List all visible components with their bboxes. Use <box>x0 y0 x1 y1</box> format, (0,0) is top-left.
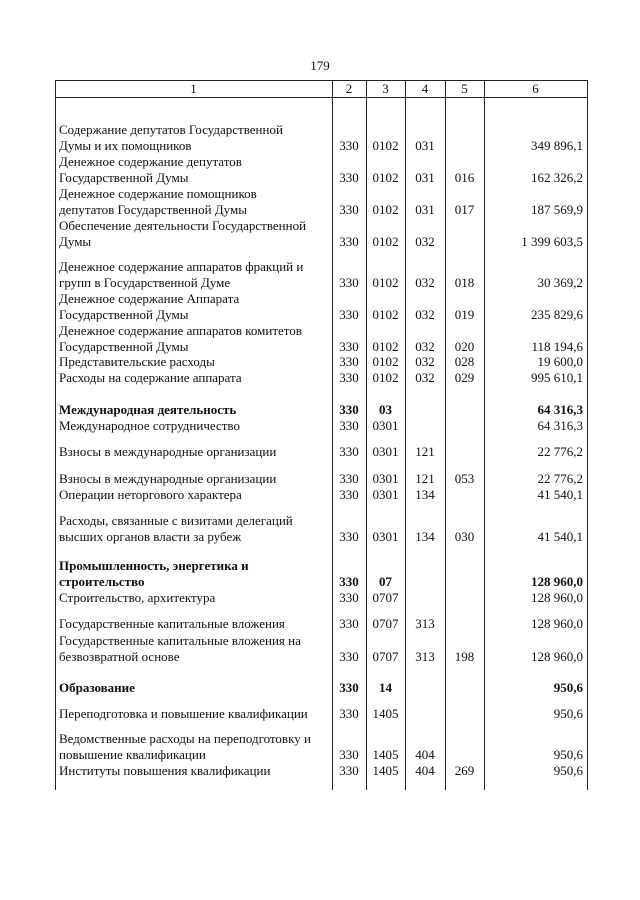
row-cell-c5: 053 <box>454 471 475 486</box>
row-label: Международная деятельность <box>59 402 237 417</box>
row-label: строительство <box>59 574 145 589</box>
row-cell-c5: 020 <box>454 339 475 354</box>
row-cell-c3: 0707 <box>372 649 399 664</box>
row-cell-c4: 134 <box>415 529 435 544</box>
row-cell-c4: 032 <box>415 307 435 322</box>
row-cell-c5: 269 <box>454 763 475 778</box>
row-cell-c3: 0707 <box>372 616 399 631</box>
column-divider <box>445 80 446 790</box>
row-label: высших органов власти за рубеж <box>59 529 242 544</box>
row-cell-c3: 0102 <box>372 339 399 354</box>
row-cell-c2: 330 <box>339 170 359 185</box>
row-label: Расходы, связанные с визитами делегаций <box>59 513 293 528</box>
row-cell-c4: 032 <box>415 370 435 385</box>
row-cell-c4: 031 <box>415 138 435 153</box>
row-cell-c3: 0102 <box>372 234 399 249</box>
row-label: Денежное содержание депутатов <box>59 154 242 169</box>
row-cell-c6: 128 960,0 <box>531 649 583 664</box>
row-cell-c2: 330 <box>339 402 359 417</box>
row-cell-c2: 330 <box>339 354 359 369</box>
row-cell-c3: 0707 <box>372 590 399 605</box>
row-cell-c2: 330 <box>339 234 359 249</box>
row-label: Обеспечение деятельности Государственной <box>59 218 307 233</box>
row-label: Промышленность, энергетика и <box>59 558 249 573</box>
row-label: Международное сотрудничество <box>59 418 240 433</box>
row-label: Институты повышения квалификации <box>59 763 271 778</box>
row-cell-c2: 330 <box>339 275 359 290</box>
row-cell-c3: 0102 <box>372 354 399 369</box>
row-label: Думы и их помощников <box>59 138 192 153</box>
row-label: Государственной Думы <box>59 170 189 185</box>
row-cell-c5: 016 <box>454 170 475 185</box>
row-cell-c6: 1 399 603,5 <box>521 234 583 249</box>
row-cell-c2: 330 <box>339 307 359 322</box>
row-cell-c2: 330 <box>339 590 359 605</box>
row-cell-c6: 162 326,2 <box>531 170 583 185</box>
row-cell-c3: 07 <box>379 574 392 589</box>
row-cell-c3: 1405 <box>372 706 399 721</box>
row-cell-c6: 64 316,3 <box>537 418 583 433</box>
header-bottom-border <box>55 97 588 98</box>
row-label: Строительство, архитектура <box>59 590 216 605</box>
row-cell-c2: 330 <box>339 138 359 153</box>
row-label: Государственной Думы <box>59 307 189 322</box>
row-label: депутатов Государственной Думы <box>59 202 247 217</box>
row-cell-c6: 64 316,3 <box>537 402 583 417</box>
row-label: Содержание депутатов Государственной <box>59 122 283 137</box>
row-cell-c5: 018 <box>454 275 475 290</box>
row-cell-c3: 0301 <box>372 471 399 486</box>
row-cell-c6: 349 896,1 <box>531 138 583 153</box>
row-cell-c6: 128 960,0 <box>531 574 583 589</box>
row-cell-c2: 330 <box>339 763 359 778</box>
row-cell-c6: 950,6 <box>553 680 583 695</box>
row-cell-c3: 0102 <box>372 370 399 385</box>
row-cell-c4: 121 <box>415 471 435 486</box>
row-label: Переподготовка и повышение квалификации <box>59 706 308 721</box>
row-cell-c4: 032 <box>415 354 435 369</box>
row-cell-c3: 14 <box>379 680 392 695</box>
header-col-1: 1 <box>190 81 197 96</box>
row-label: Операции неторгового характера <box>59 487 242 502</box>
row-cell-c3: 0301 <box>372 529 399 544</box>
row-cell-c4: 404 <box>415 763 435 778</box>
row-cell-c2: 330 <box>339 471 359 486</box>
row-cell-c4: 313 <box>415 616 435 631</box>
row-cell-c5: 198 <box>454 649 475 664</box>
row-cell-c6: 22 776,2 <box>537 444 583 459</box>
row-label: Думы <box>59 234 92 249</box>
row-cell-c5: 017 <box>454 202 475 217</box>
row-cell-c2: 330 <box>339 418 359 433</box>
row-cell-c6: 128 960,0 <box>531 616 583 631</box>
row-cell-c4: 121 <box>415 444 435 459</box>
row-cell-c2: 330 <box>339 680 359 695</box>
row-label: Взносы в международные организации <box>59 471 277 486</box>
row-cell-c4: 404 <box>415 747 435 762</box>
row-cell-c2: 330 <box>339 444 359 459</box>
row-label: Денежное содержание аппаратов фракций и <box>59 259 304 274</box>
row-cell-c3: 0102 <box>372 307 399 322</box>
row-cell-c3: 0102 <box>372 138 399 153</box>
row-label: Денежное содержание Аппарата <box>59 291 240 306</box>
row-cell-c6: 950,6 <box>553 747 583 762</box>
row-cell-c6: 950,6 <box>553 763 583 778</box>
row-cell-c4: 313 <box>415 649 435 664</box>
page-number: 179 <box>310 58 330 73</box>
row-cell-c3: 0301 <box>372 444 399 459</box>
row-cell-c6: 22 776,2 <box>537 471 583 486</box>
row-cell-c2: 330 <box>339 616 359 631</box>
column-divider <box>55 80 56 790</box>
header-col-5: 5 <box>461 81 468 96</box>
row-cell-c6: 19 600,0 <box>537 354 583 369</box>
row-label: Взносы в международные организации <box>59 444 277 459</box>
row-cell-c2: 330 <box>339 649 359 664</box>
row-label: Государственные капитальные вложения на <box>59 633 301 648</box>
header-col-4: 4 <box>421 81 429 96</box>
row-cell-c2: 330 <box>339 202 359 217</box>
row-label: Представительские расходы <box>59 354 215 369</box>
row-label: групп в Государственной Думе <box>59 275 231 290</box>
row-cell-c2: 330 <box>339 574 359 589</box>
row-cell-c5: 029 <box>454 370 475 385</box>
row-cell-c6: 41 540,1 <box>537 529 583 544</box>
row-cell-c3: 1405 <box>372 747 399 762</box>
row-label: Расходы на содержание аппарата <box>59 370 242 385</box>
row-cell-c2: 330 <box>339 706 359 721</box>
row-cell-c6: 995 610,1 <box>531 370 583 385</box>
row-cell-c5: 028 <box>454 354 475 369</box>
row-cell-c4: 032 <box>415 234 435 249</box>
column-divider <box>405 80 406 790</box>
row-cell-c2: 330 <box>339 747 359 762</box>
header-col-6: 6 <box>532 81 539 96</box>
row-cell-c4: 031 <box>415 170 435 185</box>
row-cell-c6: 235 829,6 <box>531 307 583 322</box>
row-cell-c4: 134 <box>415 487 435 502</box>
row-label: Денежное содержание аппаратов комитетов <box>59 323 302 338</box>
row-cell-c3: 0102 <box>372 275 399 290</box>
row-label: Денежное содержание помощников <box>59 186 257 201</box>
row-cell-c5: 019 <box>454 307 475 322</box>
row-cell-c6: 950,6 <box>553 706 583 721</box>
row-cell-c6: 30 369,2 <box>537 275 583 290</box>
header-col-2: 2 <box>345 81 353 96</box>
row-label: повышение квалификации <box>59 747 206 762</box>
row-label: безвозвратной основе <box>59 649 180 664</box>
column-divider <box>587 80 588 790</box>
row-label: Государственные капитальные вложения <box>59 616 285 631</box>
row-cell-c3: 0301 <box>372 418 399 433</box>
row-cell-c2: 330 <box>339 529 359 544</box>
row-label: Образование <box>59 680 135 695</box>
row-cell-c4: 031 <box>415 202 435 217</box>
row-cell-c3: 1405 <box>372 763 399 778</box>
row-cell-c5: 030 <box>454 529 475 544</box>
row-cell-c3: 03 <box>379 402 392 417</box>
row-label: Государственной Думы <box>59 339 189 354</box>
row-cell-c4: 032 <box>415 275 435 290</box>
row-label: Ведомственные расходы на переподготовку и <box>59 731 311 746</box>
row-cell-c6: 187 569,9 <box>531 202 583 217</box>
row-cell-c6: 128 960,0 <box>531 590 583 605</box>
header-col-3: 3 <box>382 81 389 96</box>
row-cell-c6: 41 540,1 <box>537 487 583 502</box>
row-cell-c3: 0301 <box>372 487 399 502</box>
row-cell-c3: 0102 <box>372 202 399 217</box>
row-cell-c3: 0102 <box>372 170 399 185</box>
row-cell-c6: 118 194,6 <box>531 339 583 354</box>
row-cell-c2: 330 <box>339 487 359 502</box>
row-cell-c2: 330 <box>339 339 359 354</box>
row-cell-c2: 330 <box>339 370 359 385</box>
row-cell-c4: 032 <box>415 339 435 354</box>
